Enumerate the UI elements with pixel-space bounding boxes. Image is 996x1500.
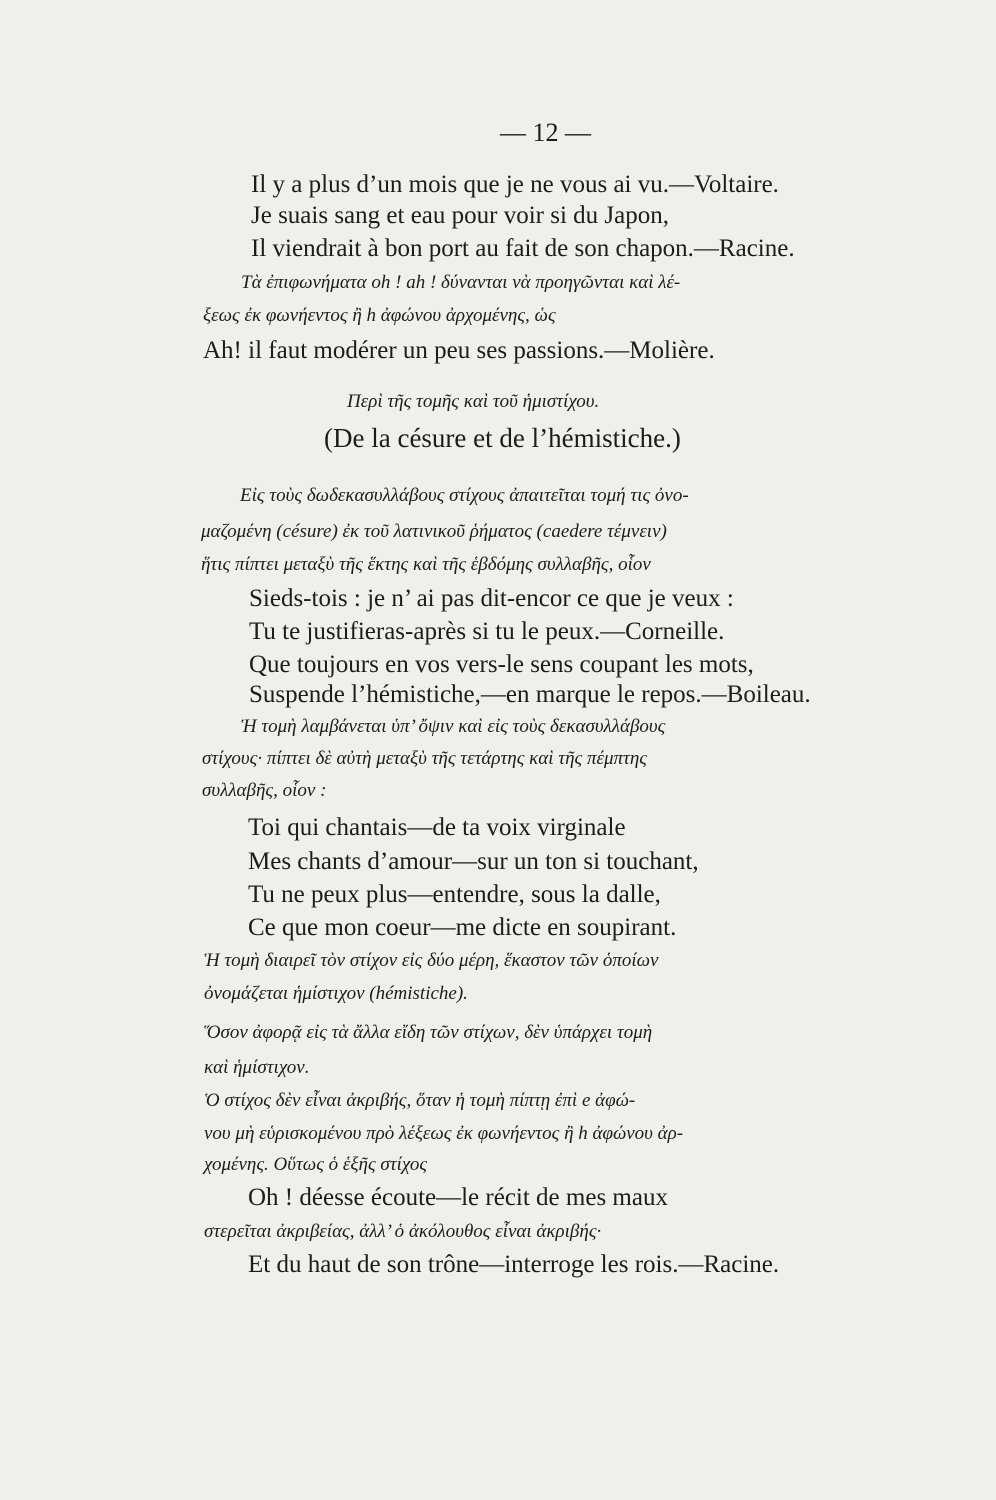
- text-line: Ὁ στίχος δὲν εἶναι ἀκριβής, ὅταν ἡ τομὴ πίπτῃ ἐπὶ e ἀφώ-: [204, 1090, 636, 1111]
- text-line: μαζομένη (césure) ἐκ τοῦ λατινικοῦ ῥήματος (caedere τέμνειν): [201, 521, 667, 542]
- text-line: Ὅσον ἀφορᾷ εἰς τὰ ἄλλα εἴδη τῶν στίχων, δὲν ὑπάρχει τομὴ: [204, 1022, 653, 1043]
- text-line: ἥτις πίπτει μεταξὺ τῆς ἕκτης καὶ τῆς ἑβδόμης συλλαβῆς, οἷον: [201, 554, 651, 575]
- text-line: Oh ! déesse écoute—le récit de mes maux: [248, 1184, 668, 1211]
- text-line: Mes chants d’amour—sur un ton si touchant,: [248, 848, 699, 875]
- text-line: Sieds-tois : je n’ ai pas dit-encor ce que je veux :: [249, 585, 734, 612]
- text-line: Tu ne peux plus—entendre, sous la dalle,: [248, 881, 661, 908]
- text-line: στίχους· πίπτει δὲ αὐτὴ μεταξὺ τῆς τετάρτης καὶ τῆς πέμπτης: [202, 748, 647, 769]
- text-line: Ah! il faut modérer un peu ses passions.—Molière.: [203, 337, 715, 364]
- text-line: νου μὴ εὑρισκομένου πρὸ λέξεως ἐκ φωνήεντος ἢ h ἀφώνου ἀρ-: [204, 1123, 684, 1144]
- text-line: Et du haut de son trône—interroge les rois.—Racine.: [248, 1251, 780, 1278]
- text-line: Il y a plus d’un mois que je ne vous ai vu.—Voltaire.: [251, 171, 779, 198]
- text-line: Il viendrait à bon port au fait de son chapon.—Racine.: [251, 235, 795, 262]
- text-line: Tu te justifieras-après si tu le peux.—Corneille.: [249, 618, 725, 645]
- text-line: Toi qui chantais—de ta voix virginale: [248, 814, 626, 841]
- page-number: — 12 —: [500, 118, 591, 147]
- text-line: καὶ ἡμίστιχον.: [204, 1057, 310, 1078]
- text-line: Τὰ ἐπιφωνήματα oh ! ah ! δύνανται νὰ προηγῶνται καὶ λέ-: [241, 272, 681, 293]
- text-line: Ἡ τομὴ λαμβάνεται ὑπ’ ὄψιν καὶ εἰς τοὺς δεκασυλλάβους: [241, 716, 666, 737]
- text-line: ὀνομάζεται ἡμίστιχον (hémistiche).: [204, 983, 468, 1004]
- text-line: Εἰς τοὺς δωδεκασυλλάβους στίχους ἀπαιτεῖται τομή τις ὀνο-: [240, 485, 689, 506]
- text-line: Que toujours en vos vers-le sens coupant les mots,: [249, 651, 754, 678]
- text-line: συλλαβῆς, οἷον :: [202, 780, 327, 801]
- section-heading-french: (De la césure et de l’hémistiche.): [324, 423, 681, 453]
- text-line: ξεως ἐκ φωνήεντος ἢ h ἀφώνου ἀρχομένης, ὡς: [203, 305, 556, 326]
- text-line: χομένης. Οὕτως ὁ ἑξῆς στίχος: [204, 1154, 428, 1175]
- text-line: Ἡ τομὴ διαιρεῖ τὸν στίχον εἰς δύο μέρη, ἕκαστον τῶν ὁποίων: [204, 950, 659, 971]
- text-line: Je suais sang et eau pour voir si du Japon,: [251, 202, 669, 229]
- text-line: Suspende l’hémistiche,—en marque le repos.—Boileau.: [249, 681, 811, 708]
- text-line: στερεῖται ἀκριβείας, ἀλλ’ ὁ ἀκόλουθος εἶναι ἀκριβής·: [204, 1221, 602, 1242]
- text-line: Ce que mon coeur—me dicte en soupirant.: [248, 914, 677, 941]
- section-heading-greek: Περὶ τῆς τομῆς καὶ τοῦ ἡμιστίχου.: [347, 391, 600, 412]
